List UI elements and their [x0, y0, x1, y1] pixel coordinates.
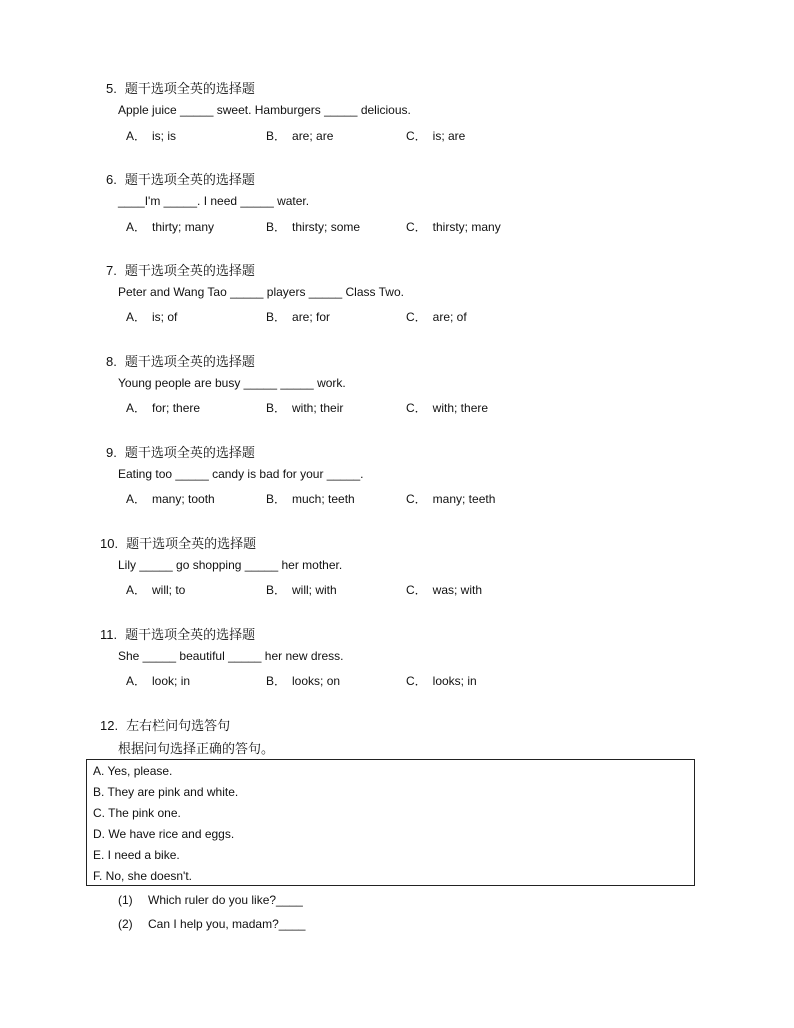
option-label: C．	[406, 583, 427, 597]
option-label: B．	[266, 674, 287, 688]
option-text: will; with	[292, 583, 337, 597]
option-text: thirsty; some	[292, 220, 361, 234]
answer-option-a: A. Yes, please.	[93, 764, 173, 778]
option-a	[126, 308, 177, 325]
question-header	[106, 169, 255, 188]
option-b	[266, 581, 337, 598]
question-header	[100, 715, 230, 734]
question-title: 题干选项全英的选择题	[125, 627, 256, 642]
option-c	[406, 218, 501, 235]
sub-question-number: (1)	[118, 893, 133, 907]
question-title: 题干选项全英的选择题	[124, 263, 255, 278]
question-title: 题干选项全英的选择题	[124, 172, 255, 187]
option-label: A．	[126, 492, 147, 506]
question-header	[106, 78, 255, 97]
option-label: B．	[266, 492, 287, 506]
option-text: will; to	[152, 583, 186, 597]
question-number: 5.	[106, 81, 117, 96]
question-title: 题干选项全英的选择题	[124, 81, 255, 96]
option-a	[126, 490, 215, 507]
question-number: 8.	[106, 354, 117, 369]
answer-option-f: F. No, she doesn't.	[93, 869, 193, 883]
question-intro: 根据问句选择正确的答句。	[118, 741, 275, 756]
question-stem: She _____ beautiful _____ her new dress.	[118, 649, 344, 663]
option-b	[266, 672, 340, 689]
question-number: 7.	[106, 263, 117, 278]
option-text: looks; in	[432, 674, 477, 688]
answer-option-c: C. The pink one.	[93, 806, 181, 820]
option-text: look; in	[152, 674, 191, 688]
option-a	[126, 672, 190, 689]
question-title: 题干选项全英的选择题	[124, 445, 255, 460]
option-label: B．	[266, 310, 287, 324]
sub-question-1	[118, 893, 303, 907]
question-header	[100, 533, 256, 552]
question-title: 左右栏问句选答句	[126, 718, 231, 733]
option-b	[266, 399, 343, 416]
sub-question-2	[118, 917, 305, 931]
option-text: many; teeth	[432, 492, 496, 506]
option-a	[126, 399, 200, 416]
answer-box	[86, 759, 695, 886]
option-text: many; tooth	[152, 492, 215, 506]
option-c	[406, 490, 495, 507]
sub-question-number: (2)	[118, 917, 133, 931]
option-text: are; for	[292, 310, 331, 324]
option-text: thirty; many	[152, 220, 215, 234]
answer-option-e: E. I need a bike.	[93, 848, 180, 862]
option-c	[406, 127, 465, 144]
option-label: A．	[126, 310, 147, 324]
option-label: B．	[266, 401, 287, 415]
option-text: looks; on	[292, 674, 341, 688]
question-number: 9.	[106, 445, 117, 460]
option-label: A．	[126, 583, 147, 597]
sub-question-text: Which ruler do you like?____	[148, 893, 303, 907]
option-b	[266, 127, 333, 144]
option-text: for; there	[152, 401, 201, 415]
option-c	[406, 672, 477, 689]
option-label: A．	[126, 129, 147, 143]
option-label: B．	[266, 583, 287, 597]
question-header	[106, 260, 255, 279]
option-label: A．	[126, 674, 147, 688]
option-label: B．	[266, 129, 287, 143]
option-b	[266, 308, 330, 325]
option-c	[406, 581, 482, 598]
question-header	[106, 442, 255, 461]
answer-option-d: D. We have rice and eggs.	[93, 827, 235, 841]
option-text: with; their	[292, 401, 344, 415]
question-number: 6.	[106, 172, 117, 187]
option-c	[406, 308, 467, 325]
option-label: C．	[406, 492, 427, 506]
question-stem: Young people are busy _____ _____ work.	[118, 376, 346, 390]
option-c	[406, 399, 488, 416]
question-stem: Apple juice _____ sweet. Hamburgers _____ delicious.	[118, 103, 411, 117]
question-title: 题干选项全英的选择题	[124, 354, 255, 369]
option-a	[126, 581, 185, 598]
option-text: are; are	[292, 129, 334, 143]
option-text: thirsty; many	[432, 220, 501, 234]
option-a	[126, 127, 176, 144]
question-title: 题干选项全英的选择题	[126, 536, 257, 551]
sub-question-text: Can I help you, madam?____	[148, 917, 306, 931]
option-label: C．	[406, 310, 427, 324]
question-header	[106, 351, 255, 370]
question-stem: Eating too _____ candy is bad for your _____.	[118, 467, 364, 481]
option-text: was; with	[432, 583, 483, 597]
option-label: C．	[406, 674, 427, 688]
option-text: is; is	[152, 129, 177, 143]
question-stem: Lily _____ go shopping _____ her mother.	[118, 558, 343, 572]
option-text: is; are	[432, 129, 466, 143]
question-number: 12.	[100, 718, 119, 733]
option-label: B．	[266, 220, 287, 234]
option-text: is; of	[152, 310, 178, 324]
question-number: 10.	[100, 536, 119, 551]
option-b	[266, 490, 355, 507]
option-label: A．	[126, 401, 147, 415]
question-header	[100, 624, 255, 643]
question-stem: Peter and Wang Tao _____ players _____ Class Two.	[118, 285, 404, 299]
option-text: much; teeth	[292, 492, 355, 506]
option-text: are; of	[432, 310, 467, 324]
question-number: 11.	[100, 627, 118, 642]
option-text: with; there	[432, 401, 489, 415]
option-a	[126, 218, 214, 235]
option-label: C．	[406, 220, 427, 234]
question-stem: ____I'm _____. I need _____ water.	[118, 194, 310, 208]
option-b	[266, 218, 360, 235]
answer-option-b: B. They are pink and white.	[93, 785, 239, 799]
option-label: C．	[406, 401, 427, 415]
option-label: A．	[126, 220, 147, 234]
option-label: C．	[406, 129, 427, 143]
